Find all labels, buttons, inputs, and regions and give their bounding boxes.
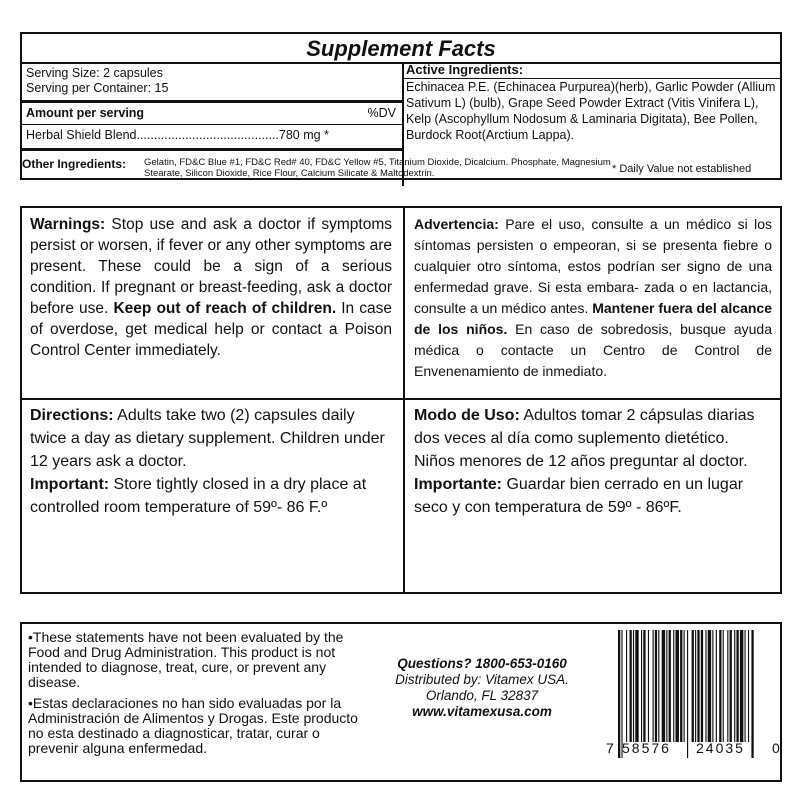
divider	[22, 100, 402, 103]
barcode-check-digit: 0	[772, 740, 780, 756]
disclaimer	[28, 630, 373, 756]
divider	[22, 124, 402, 125]
servings-per-container: Serving per Container: 15	[26, 81, 169, 95]
directions-english	[30, 404, 392, 519]
warnings-label: Warnings:	[30, 216, 106, 233]
other-ingredients-text: Gelatin, FD&C Blue #1, FD&C Red# 40, FD&C Yellow #5, Titanium Dioxide, Dicalcium. Phosphate, Magnesium Stearate, Silicon Dioxide, Rice Flour, Calcium Silicate & Maltodextrin.	[144, 157, 611, 179]
disclaimer-panel	[20, 622, 782, 782]
warnings-spanish	[414, 214, 772, 382]
important-text: Store tightly closed in a dry place at controlled room temperature of 59º- 86 F.º	[30, 476, 367, 516]
warnings-text: Stop use and ask a doctor if symptoms persist or worsen, if fever or any other symptoms are present. These could be a sign of a serious condition. If pregnant or breast-feeding, ask a doctor before use.	[30, 216, 392, 317]
city-zip: Orlando, FL 32837	[425, 688, 539, 703]
blend-label: Herbal Shield Blend.........................................	[26, 128, 279, 142]
distributed-by	[362, 672, 602, 688]
importante-text: Guardar bien cerrado en un lugar seco y con temperatura de 59º - 86ºF.	[414, 476, 744, 516]
divider	[403, 208, 405, 592]
mantener-fuera: Mantener fuera del alcance de los niños.	[414, 300, 772, 337]
contact-info	[362, 656, 602, 720]
warnings-directions-panel	[20, 206, 782, 594]
directions-label: Directions:	[30, 407, 114, 424]
active-ingredients-text: Echinacea P.E. (Echinacea Purpurea)(herb), Garlic Powder (Allium Sativum L) (bulb), Grape Seed Powder Extract (Vitis Vinifera L), Kelp (Ascophyllum Nodosum & Laminaria Digitata), Bee Pollen, Burdock Root(Arctium Lappa).	[402, 78, 780, 143]
other-ingredients-label: Other Ingredients:	[22, 157, 127, 171]
website: www.vitamexusa.com	[412, 704, 552, 719]
advertencia-text: Pare el uso, consulte a un médico si los síntomas persisten o empeoran, si se presenta fiebre o cualquier otro síntoma, estos podrían ser signo de una enfermedad grave. Si esta embara- zada o en lactancia, consulte a un médico antes.	[414, 216, 772, 316]
barcode-left-digits: 58576	[622, 740, 671, 756]
advertencia-label: Advertencia:	[414, 216, 499, 232]
warnings-text-2: In case of overdose, get medical help or contact a Poison Control Center immediately.	[30, 300, 393, 359]
barcode-right-digits: 24035	[696, 740, 745, 756]
disclaimer-spanish: •Estas declaraciones no han sido evaluadas por la Administración de Alimentos y Drogas. Este producto no esta destinado a diagnosticar, tratar, curar o prevenir alguna enfermedad.	[28, 695, 358, 756]
modo-de-uso-label: Modo de Uso:	[414, 407, 520, 424]
dv-header: %DV	[367, 106, 396, 120]
divider	[22, 398, 780, 400]
disclaimer-english: •These statements have not been evaluated by the Food and Drug Administration. This product is not intended to diagnose, treat, cure, or prevent any disease.	[28, 629, 344, 690]
amount-per-serving-label: Amount per serving	[26, 106, 145, 120]
modo-de-uso-text: Adultos tomar 2 cápsulas diarias dos veces al día como suplemento dietético. Niños menores de 12 años preguntar al doctor.	[414, 407, 755, 470]
daily-value-note: * Daily Value not established	[612, 163, 752, 175]
advertencia-text-2: En caso de sobredosis, busque ayuda médica o contacte un Centro de Control de Envenenamiento de inmediato.	[414, 321, 772, 379]
barcode-lead-digit: 7	[606, 740, 614, 756]
importante-label: Importante:	[414, 476, 502, 493]
active-ingredients	[406, 62, 776, 143]
blend-row	[26, 128, 396, 142]
divider	[22, 148, 402, 151]
active-ingredients-label: Active Ingredients:	[406, 62, 524, 77]
supplement-facts-title: Supplement Facts	[306, 36, 496, 61]
directions-spanish	[414, 404, 772, 519]
important-label: Important:	[30, 476, 110, 493]
questions-phone: Questions? 1800-653-0160	[397, 656, 567, 671]
warnings-english	[30, 214, 392, 361]
directions-text: Adults take two (2) capsules daily twice a day as dietary supplement. Children under 12 years ask a doctor.	[30, 407, 385, 470]
keep-out-of-reach: Keep out of reach of children.	[113, 300, 337, 317]
distributor: Distributed by: Vitamex USA.	[395, 672, 569, 687]
serving-size: Serving Size: 2 capsules	[26, 66, 163, 80]
blend-amount: 780 mg *	[278, 128, 329, 142]
